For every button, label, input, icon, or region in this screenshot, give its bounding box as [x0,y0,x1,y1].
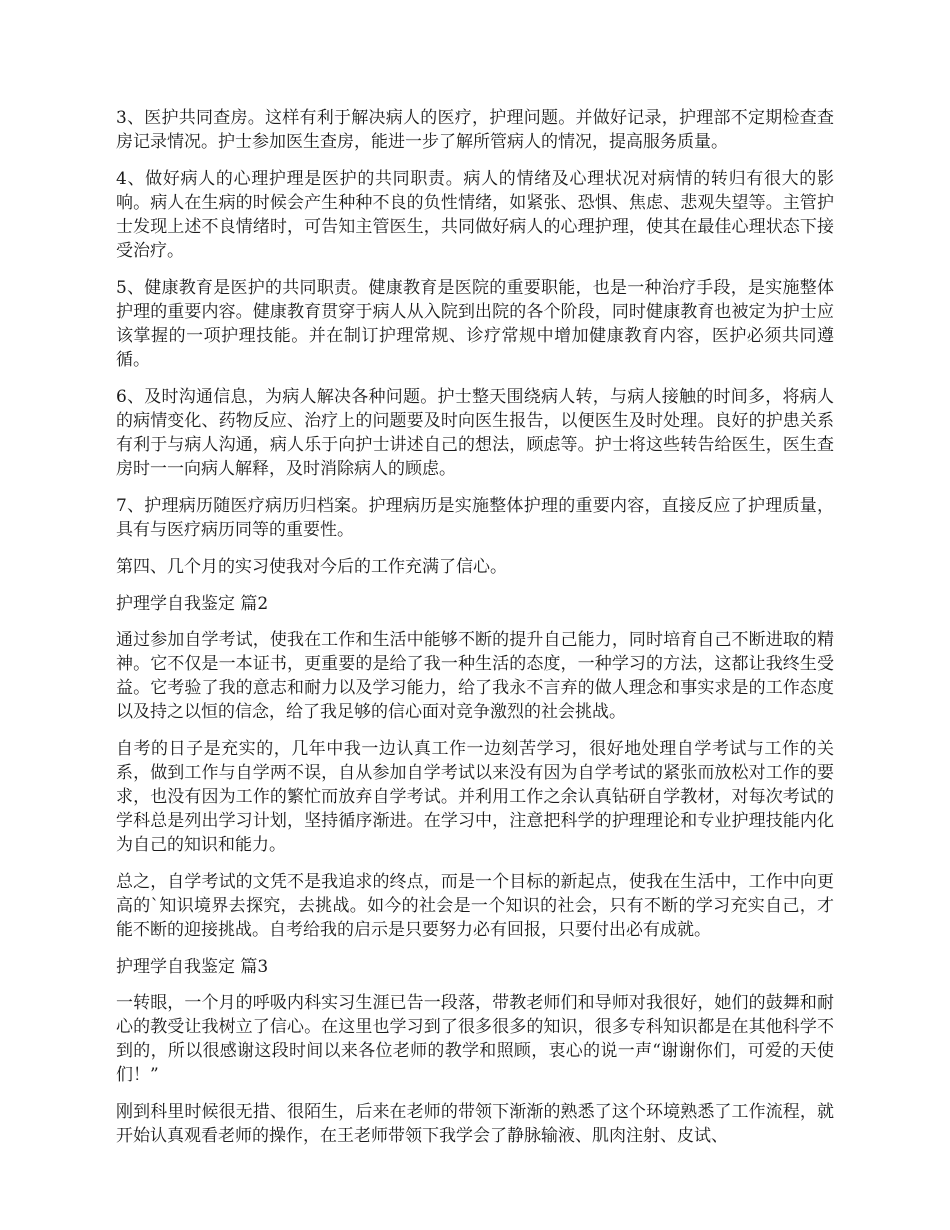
paragraph-health-education: 5、健康教育是医护的共同职责。健康教育是医院的重要职能，也是一种治疗手段，是实施整体护理的重要内容。健康教育贯穿于病人从入院到出院的各个阶段，同时健康教育也被定为护士应该掌握的一项护理技能。并在制订护理常规、诊疗常规中增加健康教育内容，医护必须共同遵循。 [116,278,834,370]
paragraph-nursing-records: 7、护理病历随医疗病历归档案。护理病历是实施整体护理的重要内容，直接反应了护理质量，具有与医疗病历同等的重要性。 [116,496,834,540]
paragraph-self-study-3: 总之，自学考试的文凭不是我追求的终点，而是一个目标的新起点，使我在生活中，工作中向更高的`知识境界去探究，去挑战。如今的社会是一个知识的社会，只有不断的学习充实自己，才能不断的迎接挑战。自考给我的启示是只要努力必有回报，只要付出必有成就。 [116,872,834,940]
paragraph-psychological-care: 4、做好病人的心理护理是医护的共同职责。病人的情绪及心理状况对病情的转归有很大的影响。病人在生病的时候会产生种种不良的负性情绪，如紧张、恐惧、焦虑、悲观失望等。主管护士发现上述不良情绪时，可告知主管医生，共同做好病人的心理护理，使其在最佳心理状态下接受治疗。 [116,169,834,261]
section-heading-3: 护理学自我鉴定 篇3 [116,957,269,977]
paragraph-self-study-1: 通过参加自学考试，使我在工作和生活中能够不断的提升自己能力，同时培育自己不断进取的精神。它不仅是一本证书，更重要的是给了我一种生活的态度，一种学习的方法，这都让我终生受益。它考验了我的意志和耐力以及学习能力，给了我永不言弃的做人理念和事实求是的工作态度以及持之以恒的信念，给了我足够的信心面对竞争激烈的社会挑战。 [116,630,834,722]
document-body [116,106,834,1148]
section-heading-2: 护理学自我鉴定 篇2 [116,594,269,614]
paragraph-confidence: 第四、几个月的实习使我对今后的工作充满了信心。 [116,557,507,577]
paragraph-self-study-2: 自考的日子是充实的，几年中我一边认真工作一边刻苦学习，很好地处理自学考试与工作的关系，做到工作与自学两不误，自从参加自学考试以来没有因为自学考试的紧张而放松对工作的要求，也没有因为工作的繁忙而放弃自学考试。并利用工作之余认真钻研自学教材，对每次考试的学科总是列出学习计划，坚持循序渐进。在学习中，注意把科学的护理理论和专业护理技能内化为自己的知识和能力。 [116,739,834,855]
paragraph-internship-2: 刚到科里时候很无措、很陌生，后来在老师的带领下渐渐的熟悉了这个环境熟悉了工作流程，就开始认真观看老师的操作，在王老师带领下我学会了静脉输液、肌肉注射、皮试、 [116,1102,834,1146]
paragraph-rounds: 3、医护共同查房。这样有利于解决病人的医疗，护理问题。并做好记录，护理部不定期检查查房记录情况。护士参加医生查房，能进一步了解所管病人的情况，提高服务质量。 [116,108,834,152]
paragraph-communication: 6、及时沟通信息，为病人解决各种问题。护士整天围绕病人转，与病人接触的时间多，将病人的病情变化、药物反应、治疗上的问题要及时向医生报告，以便医生及时处理。良好的护患关系有利于与病人沟通，病人乐于向护士讲述自己的想法，顾虑等。护士将这些转告给医生，医生查房时一一向病人解释，及时消除病人的顾虑。 [116,387,834,479]
paragraph-internship-1: 一转眼，一个月的呼吸内科实习生涯已告一段落，带教老师们和导师对我很好，她们的鼓舞和耐心的教受让我树立了信心。在这里也学习到了很多很多的知识，很多专科知识都是在其他科学不到的，所以很感谢这段时间以来各位老师的教学和照顾，衷心的说一声“谢谢你们，可爱的天使们！” [116,993,834,1085]
